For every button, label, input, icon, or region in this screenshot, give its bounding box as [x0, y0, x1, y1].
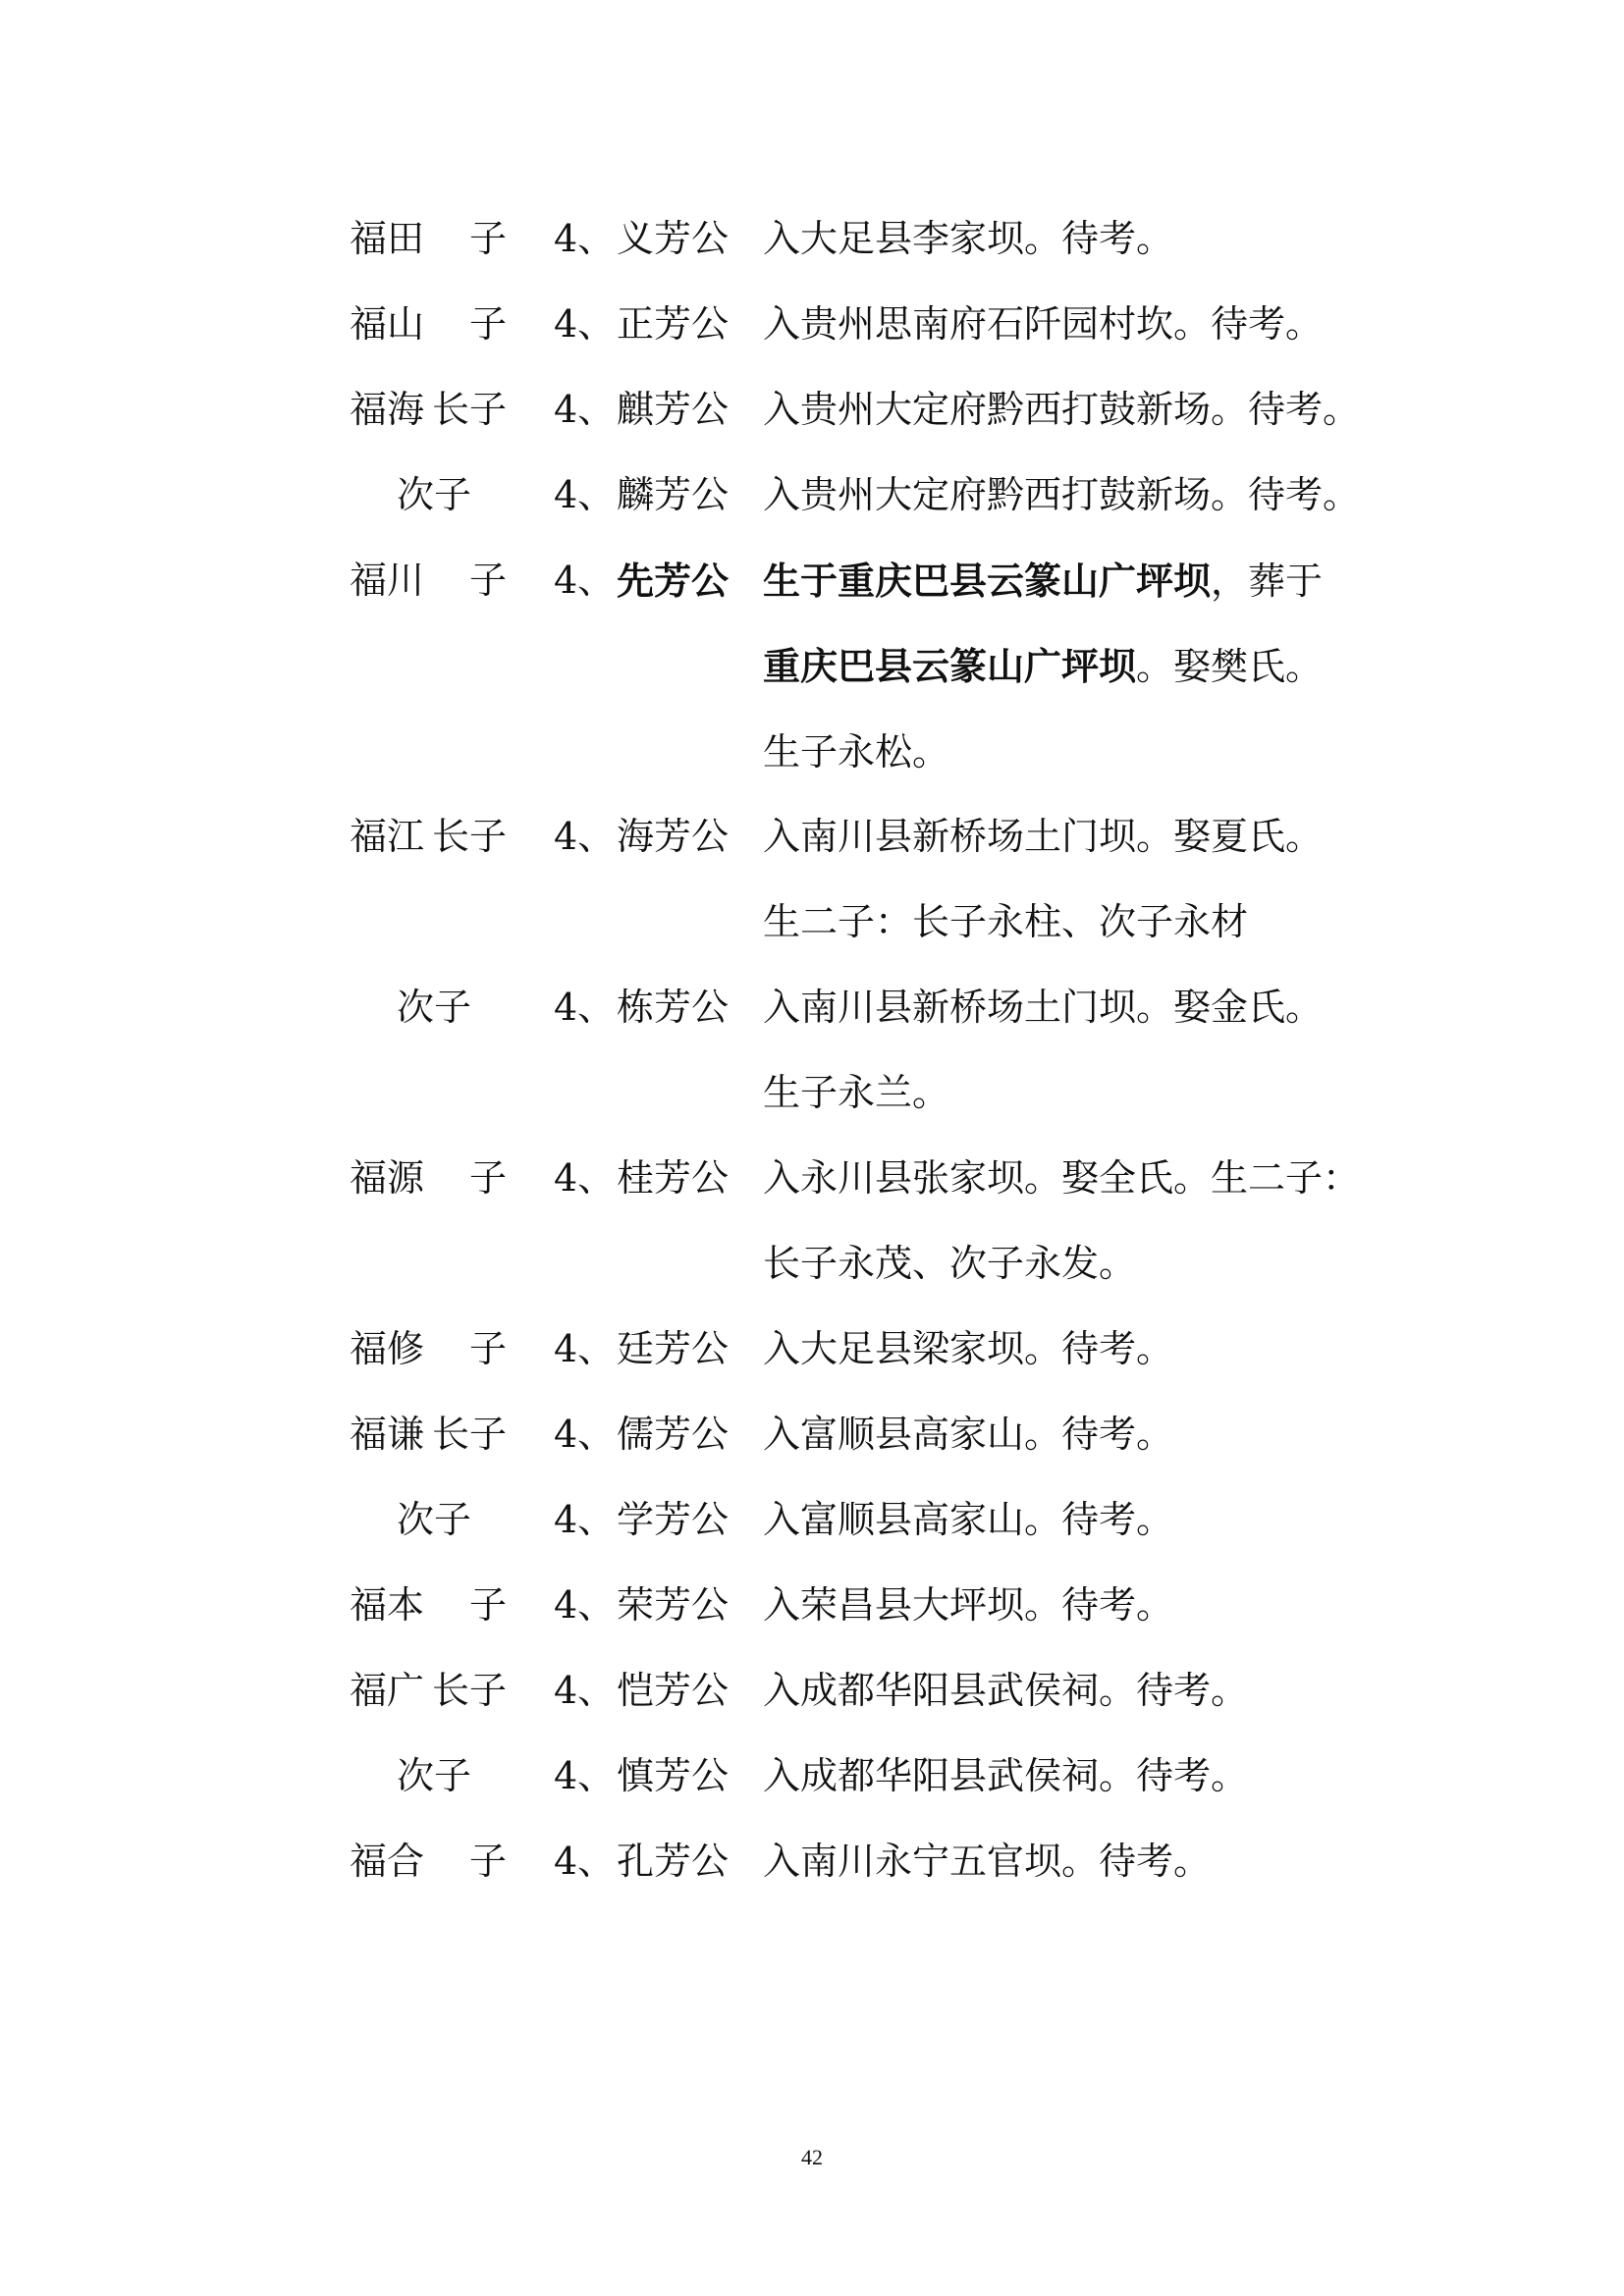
entry-description-plain: ，葬于: [1211, 560, 1324, 603]
generation-number: 4、: [554, 1327, 616, 1370]
generation-number: 4、: [554, 815, 616, 858]
entry-description-plain: 生子永松。: [763, 730, 950, 774]
ancestor-name: 义芳公: [617, 217, 730, 260]
entry-description: 入成都华阳县武侯祠。待考。: [763, 1754, 1249, 1797]
entry-continuation-line: [0, 623, 1624, 709]
ancestor-name: 麒芳公: [617, 388, 730, 431]
ancestor-name: 廷芳公: [617, 1327, 730, 1370]
ancestor-name: 正芳公: [617, 302, 730, 346]
entry-line: [0, 538, 1624, 623]
entry-description: [763, 709, 949, 795]
page-number: 42: [801, 2145, 823, 2169]
entry-continuation-line: [0, 880, 1624, 965]
entry-continuation-line: [0, 1050, 1624, 1136]
entry-description: 入贵州大定府黔西打鼓新场。待考。: [763, 388, 1361, 431]
ancestor-name: 儒芳公: [617, 1413, 730, 1456]
ancestor-name: 慎芳公: [617, 1754, 730, 1797]
generation-number: 4、: [554, 559, 616, 602]
entry-description: 长子永茂、次子永发。: [763, 1242, 1137, 1285]
child-rank: 次子: [397, 1754, 472, 1797]
entry-description: 入贵州思南府石阡园村坎。待考。: [763, 302, 1324, 346]
ancestor-name: 学芳公: [617, 1498, 730, 1541]
entry-line: [0, 367, 1624, 453]
entry-line: [0, 965, 1624, 1050]
child-rank: 子: [469, 1156, 508, 1200]
parent-name: 福谦: [350, 1413, 425, 1456]
child-rank: 次子: [397, 1498, 472, 1541]
entry-line: [0, 453, 1624, 538]
entry-continuation-line: [0, 1221, 1624, 1307]
child-rank: 子: [469, 1840, 508, 1883]
entry-description: 入贵州大定府黔西打鼓新场。待考。: [763, 473, 1361, 516]
generation-number: 4、: [554, 473, 616, 516]
entry-line: [0, 1136, 1624, 1221]
entry-description: 入南川县新桥场土门坝。娶夏氏。: [763, 815, 1324, 858]
ancestor-name: 麟芳公: [617, 473, 730, 516]
ancestor-name: 栋芳公: [617, 986, 730, 1029]
entry-line: [0, 1307, 1624, 1392]
child-rank: 子: [469, 217, 508, 260]
parent-name: 福本: [350, 1583, 425, 1627]
entry-description: 生二子：长子永柱、次子永材: [763, 900, 1249, 943]
generation-number: 4、: [554, 302, 616, 346]
entry-description: [763, 538, 1323, 624]
child-rank: 子: [469, 302, 508, 346]
entry-line: [0, 1734, 1624, 1819]
child-rank: 次子: [397, 473, 472, 516]
entry-line: [0, 794, 1624, 880]
entry-description: 入富顺县高家山。待考。: [763, 1498, 1174, 1541]
child-rank: 子: [469, 1583, 508, 1627]
genealogy-entries: [0, 196, 1624, 1904]
generation-number: 4、: [554, 1156, 616, 1200]
generation-number: 4、: [554, 1583, 616, 1627]
generation-number: 4、: [554, 388, 616, 431]
generation-number: 4、: [554, 986, 616, 1029]
parent-name: 福田: [350, 217, 425, 260]
ancestor-name: 恺芳公: [617, 1669, 730, 1712]
ancestor-name: 孔芳公: [617, 1840, 730, 1883]
generation-number: 4、: [554, 1669, 616, 1712]
parent-name: 福江: [350, 815, 425, 858]
child-rank: 次子: [397, 986, 472, 1029]
entry-continuation-line: [0, 709, 1624, 794]
parent-name: 福源: [350, 1156, 425, 1200]
generation-number: 4、: [554, 1754, 616, 1797]
parent-name: 福广: [350, 1669, 425, 1712]
entry-description: 入南川县新桥场土门坝。娶金氏。: [763, 986, 1324, 1029]
entry-description: 生子永兰。: [763, 1071, 950, 1114]
ancestor-name: 先芳公: [617, 559, 730, 603]
parent-name: 福川: [350, 559, 425, 602]
ancestor-name: 海芳公: [617, 815, 730, 858]
generation-number: 4、: [554, 217, 616, 260]
entry-description: 入荣昌县大坪坝。待考。: [763, 1583, 1174, 1627]
entry-description: 入大足县梁家坝。待考。: [763, 1327, 1174, 1370]
ancestor-name: 桂芳公: [617, 1156, 730, 1200]
parent-name: 福山: [350, 302, 425, 346]
generation-number: 4、: [554, 1413, 616, 1456]
child-rank: 长子: [432, 815, 508, 858]
entry-line: [0, 282, 1624, 367]
entry-line: [0, 1477, 1624, 1563]
child-rank: 长子: [432, 1413, 508, 1456]
entry-description-plain: 。娶樊氏。: [1136, 645, 1324, 688]
parent-name: 福合: [350, 1840, 425, 1883]
parent-name: 福海: [350, 388, 425, 431]
entry-description-bold: 生于重庆巴县云篆山广坪坝: [763, 559, 1212, 603]
entry-description: 入大足县李家坝。待考。: [763, 217, 1174, 260]
entry-description: [763, 623, 1323, 710]
entry-line: [0, 1392, 1624, 1477]
entry-description: 入富顺县高家山。待考。: [763, 1413, 1174, 1456]
generation-number: 4、: [554, 1840, 616, 1883]
ancestor-name: 荣芳公: [617, 1583, 730, 1627]
child-rank: 长子: [432, 388, 508, 431]
entry-line: [0, 1648, 1624, 1734]
entry-line: [0, 196, 1624, 282]
child-rank: 子: [469, 1327, 508, 1370]
child-rank: 子: [469, 559, 508, 602]
entry-description-bold: 重庆巴县云篆山广坪坝: [763, 644, 1137, 688]
generation-number: 4、: [554, 1498, 616, 1541]
entry-line: [0, 1563, 1624, 1648]
entry-description: 入南川永宁五官坝。待考。: [763, 1840, 1212, 1883]
parent-name: 福修: [350, 1327, 425, 1370]
entry-line: [0, 1819, 1624, 1904]
child-rank: 长子: [432, 1669, 508, 1712]
entry-description: 入永川县张家坝。娶全氏。生二子：: [763, 1156, 1361, 1200]
entry-description: 入成都华阳县武侯祠。待考。: [763, 1669, 1249, 1712]
